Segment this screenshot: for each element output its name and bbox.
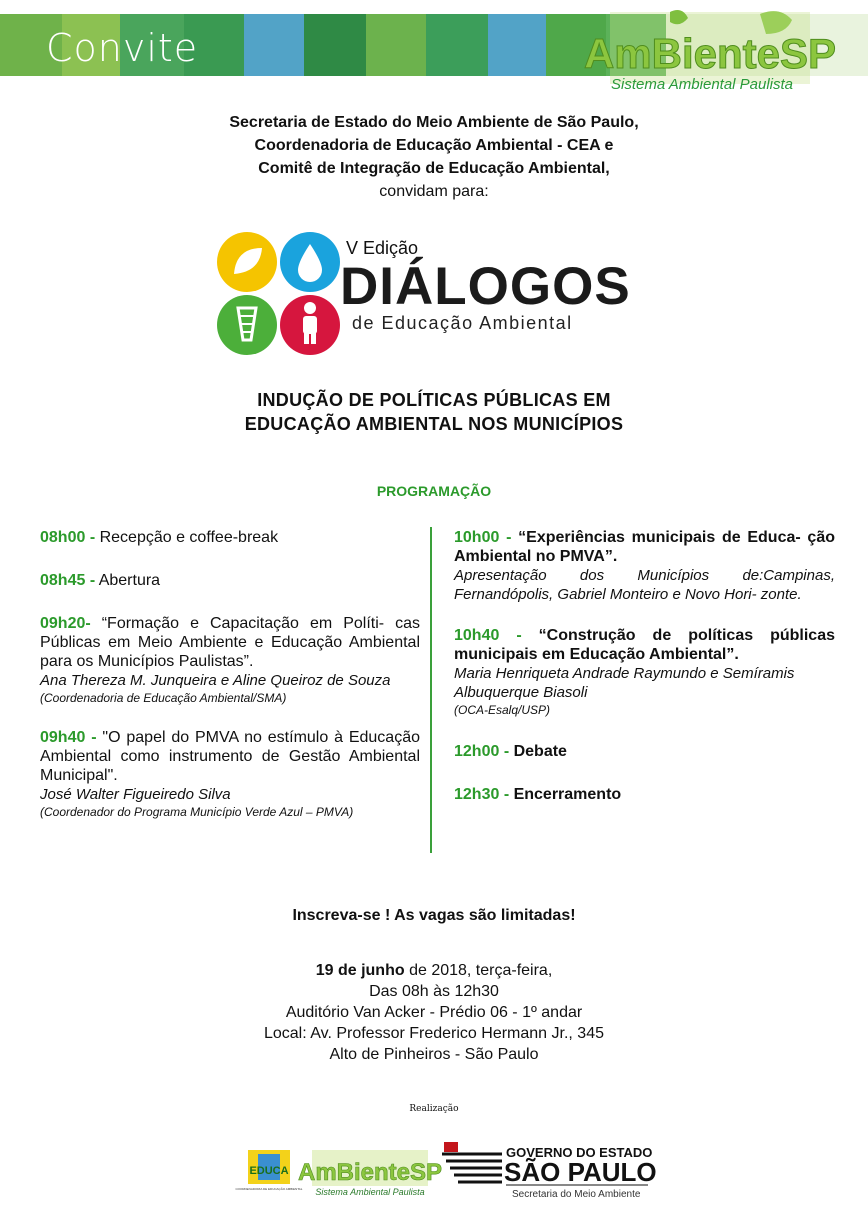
theme-line-1: INDUÇÃO DE POLÍTICAS PÚBLICAS EM — [257, 390, 611, 410]
speaker: Ana Thereza M. Junqueira e Aline Queiroz de Souza — [40, 672, 391, 689]
speaker: Maria Henriqueta Andrade Raymundo e Semíramis Albuquerque Biasoli — [454, 665, 795, 701]
speaker: José Walter Figueiredo Silva — [40, 786, 231, 803]
logo-tagline: Sistema Ambiental Paulista — [611, 76, 794, 93]
schedule-item: 09h40 - "O papel do PMVA no estímulo à Educação Ambiental como instrumento de Gestão Ambiental Municipal". — [40, 729, 421, 784]
event-theme — [0, 388, 868, 436]
speaker-org: (Coordenadoria de Educação Ambiental/SMA) — [40, 691, 287, 705]
theme-line-2: EDUCAÇÃO AMBIENTAL NOS MUNICÍPIOS — [244, 414, 624, 434]
sp-flag-stripes-icon — [442, 1142, 502, 1182]
schedule-item: 09h20- “Formação e Capacitação em Políti- cas Públicas em Meio Ambiente e Educação Ambiental para os Municípios Paulistas”. — [40, 615, 420, 670]
educacao-ambiental-logo — [235, 1150, 303, 1196]
banner-stripe — [366, 14, 426, 76]
invitation-line-3: Comitê de Integração de Educação Ambiental, — [258, 160, 610, 177]
schedule-item: 10h40 - “Construção de políticas públicas municipais em Educação Ambiental”. — [454, 627, 836, 663]
svg-text:SÃO PAULO: SÃO PAULO — [504, 1157, 657, 1187]
realizacao-label: Realização — [409, 1104, 459, 1114]
invitation-line-4: convidam para: — [379, 183, 489, 200]
svg-text:COORDENADORIA DE EDUCAÇÃO AMBI: COORDENADORIA DE EDUCAÇÃO AMBIENTAL — [235, 1187, 303, 1191]
ambiente-sp-footer-logo — [297, 1148, 443, 1198]
convite-label: Convite — [46, 26, 199, 70]
schedule-item: 12h30 - Encerramento — [454, 786, 622, 803]
event-date: 19 de junho de 2018, terça-feira, — [315, 962, 553, 979]
event-district: Alto de Pinheiros - São Paulo — [329, 1046, 539, 1063]
ambiente-logo-word: AmBienteSP — [583, 30, 837, 77]
event-details — [0, 905, 868, 1065]
schedule-right — [454, 528, 835, 804]
signup-text: Inscreva-se ! As vagas são limitadas! — [292, 907, 576, 924]
banner-stripe — [244, 14, 304, 76]
svg-text:EDUCA: EDUCA — [249, 1165, 289, 1177]
person-icon — [304, 302, 316, 314]
programacao-heading: PROGRAMAÇÃO — [376, 483, 492, 499]
schedule-left — [40, 528, 420, 820]
event-venue: Auditório Van Acker - Prédio 06 - 1º andar — [285, 1004, 583, 1021]
svg-text:GOVERNO DO ESTADO: GOVERNO DO ESTADO — [506, 1145, 653, 1160]
column-divider — [430, 527, 432, 853]
edition-label: V Edição — [346, 238, 419, 258]
governo-sp-logo — [440, 1140, 657, 1200]
svg-text:Sistema Ambiental Paulista: Sistema Ambiental Paulista — [315, 1187, 425, 1197]
svg-text:AmBienteSP: AmBienteSP — [297, 1159, 443, 1186]
event-hours: Das 08h às 12h30 — [369, 983, 499, 1000]
speaker: Apresentação dos Municípios de:Campinas, Fernandópolis, Gabriel Monteiro e Novo Hori- zonte. — [454, 567, 835, 603]
event-subtitle: de Educação Ambiental — [352, 313, 573, 333]
banner-stripe — [488, 14, 546, 76]
speaker-org: (OCA-Esalq/USP) — [454, 703, 551, 717]
banner-stripe — [304, 14, 366, 76]
invitation-line-1: Secretaria de Estado do Meio Ambiente de São Paulo, — [229, 114, 639, 131]
speaker-org: (Coordenador do Programa Município Verde Azul – PMVA) — [40, 805, 354, 819]
banner-stripe — [426, 14, 488, 76]
schedule-item: 08h45 - Abertura — [40, 572, 161, 589]
svg-text:Secretaria do Meio Ambiente: Secretaria do Meio Ambiente — [512, 1189, 641, 1200]
schedule-item: 10h00 - “Experiências municipais de Educa- ção Ambiental no PMVA”. — [454, 529, 835, 565]
schedule-item: 12h00 - Debate — [454, 743, 567, 760]
dialogos-icons — [216, 230, 341, 358]
invitation-line-2: Coordenadoria de Educação Ambiental - CEA e — [254, 137, 614, 154]
event-address: Local: Av. Professor Frederico Hermann Jr., 345 — [263, 1025, 604, 1042]
event-name: DIÁLOGOS — [340, 257, 631, 316]
schedule-item: 08h00 - Recepção e coffee-break — [40, 529, 279, 546]
